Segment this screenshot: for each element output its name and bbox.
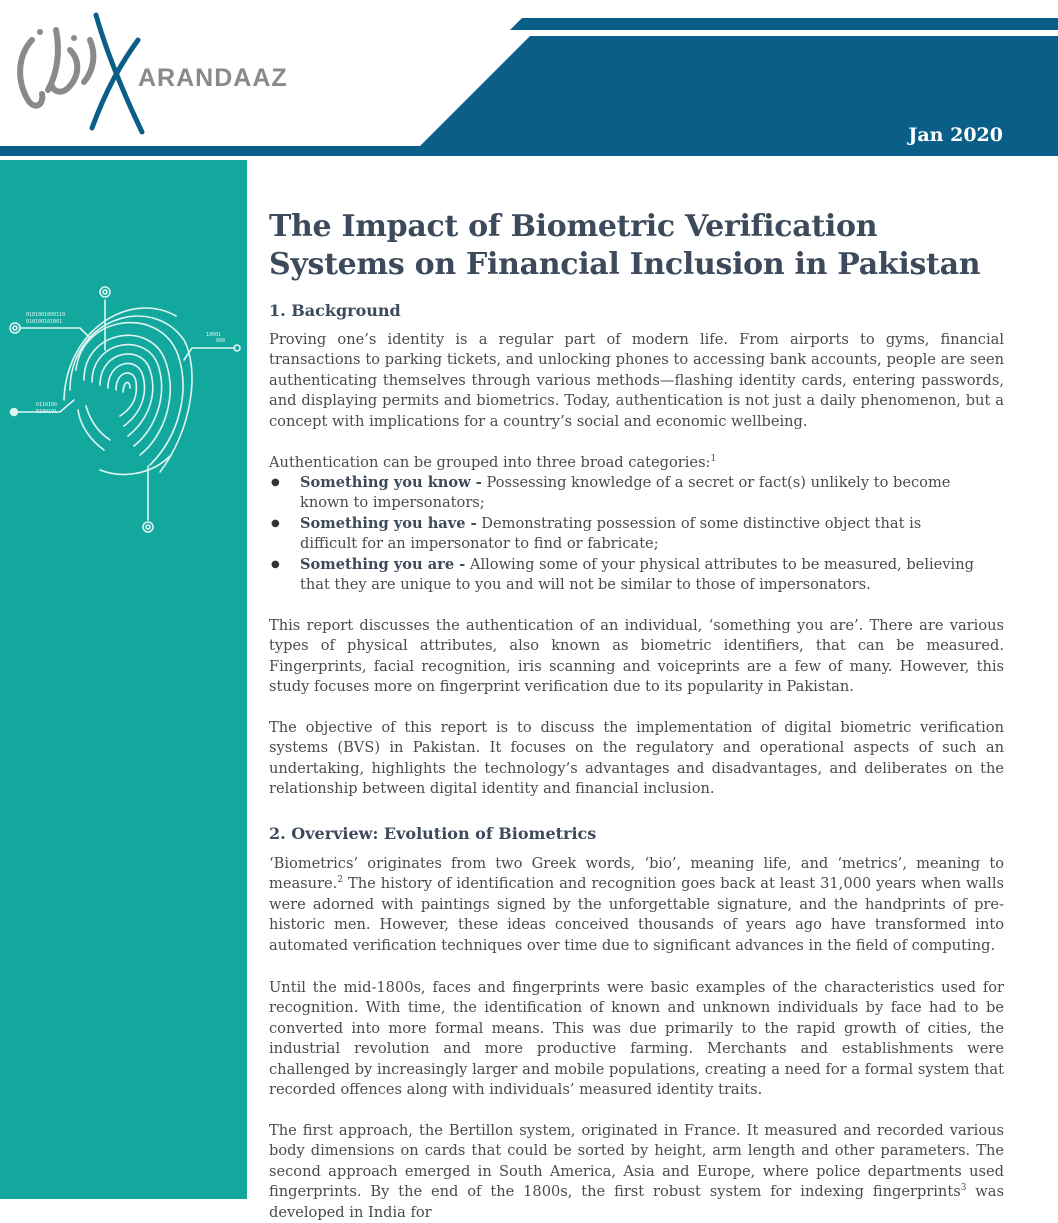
report-date: Jan 2020 [908, 124, 1003, 146]
svg-text:0110100: 0110100 [36, 402, 58, 408]
paragraph: Authentication can be grouped into three broad categories:$^1$ [269, 454, 717, 471]
paragraph: This report discusses the authentication of an individual, ‘something you are’. There are various types of physical attributes, also known as biometric identifiers, that can be measured. Fingerprints, facial recognition, iris scanning and voiceprints are a few of many. However, this study focuses more on fingerprint verification due to its popularity in Pakistan. [269, 617, 1004, 696]
paragraph: The first approach, the Bertillon system, originated in France. It measured and recorded various body dimensions on cards that could be sorted by height, arm length and other parameters. The second approach emerged in South America, Asia and Europe, where police departments used fingerprints. By the end of the 1800s, the first robust system for indexing fingerprints$^3$ was developed in India for [269, 1122, 1004, 1221]
fingerprint-circuit-icon [0, 220, 247, 540]
paragraph: Until the mid-1800s, faces and fingerprints were basic examples of the characteristics used for recognition. With time, the identification of known and unknown individuals by face had to be converted into more formal means. This was due primarily to the rapid growth of cities, the industrial revolution and more productive farming. Merchants and establishments were challenged by increasingly larger and mobile populations, creating a need for a formal system that recorded offences along with individuals’ measured identity traits. [269, 979, 1004, 1099]
paragraph: Proving one’s identity is a regular part of modern life. From airports to gyms, financial transactions to parking tickets, and unlocking phones to accessing bank accounts, people are seen authenticating themselves through various methods—flashing identity cards, entering passwords, and displaying permits and biometrics. Today, authentication is not just a daily phenomenon, but a concept with implications for a country’s social and economic wellbeing. [269, 331, 1004, 430]
footnote-ref[interactable]: 1 [710, 454, 717, 465]
list-item: ● Something you know - Possessing knowledge of a secret or fact(s) unlikely to become known to impersonators; [269, 473, 976, 514]
footnote-ref[interactable]: 3 [960, 1183, 967, 1194]
page-header [0, 0, 1058, 160]
section-heading-overview: 2. Overview: Evolution of Biometrics [269, 824, 597, 843]
paragraph: The objective of this report is to discuss the implementation of digital biometric verification systems (BVS) in Pakistan. It focuses on the regulatory and operational aspects of such an undertaking, highlights the technology’s advantages and disadvantages, and deliberates on the relationship between digital identity and financial inclusion. [269, 719, 1004, 798]
logo-text: ARANDAAZ [138, 64, 288, 92]
section-heading-background: 1. Background [269, 301, 401, 320]
main-content [269, 208, 1004, 1221]
svg-text:0100101: 0100101 [36, 409, 58, 415]
svg-text:010100101001: 010100101001 [26, 319, 63, 325]
left-sidebar [0, 160, 247, 1199]
authentication-categories-list [269, 473, 1004, 595]
page-title: The Impact of Biometric Verification Systems on Financial Inclusion in Pakistan [269, 209, 981, 282]
svg-text:0101001000110: 0101001000110 [26, 312, 66, 318]
list-item: ● Something you have - Demonstrating possession of some distinctive object that is difficult for an impersonator to find or fabricate; [269, 514, 976, 555]
list-item: ● Something you are - Allowing some of your physical attributes to be measured, believing that they are unique to you and will not be similar to those of impersonators. [269, 555, 976, 596]
svg-text:000: 000 [216, 338, 226, 344]
svg-text:10001: 10001 [206, 332, 222, 338]
footnote-ref[interactable]: 2 [337, 875, 344, 886]
karandaaz-logo-icon [10, 10, 290, 135]
paragraph: ‘Biometrics’ originates from two Greek words, ‘bio’, meaning life, and ‘metrics’, meaning to measure.$^2$ The history of identification and recognition goes back at least 31,000 years when walls were adorned with paintings signed by the unforgettable signature, and the handprints of pre-historic men. However, these ideas conceived thousands of years ago have transformed into automated verification techniques over time due to significant advances in the field of computing. [269, 855, 1004, 954]
